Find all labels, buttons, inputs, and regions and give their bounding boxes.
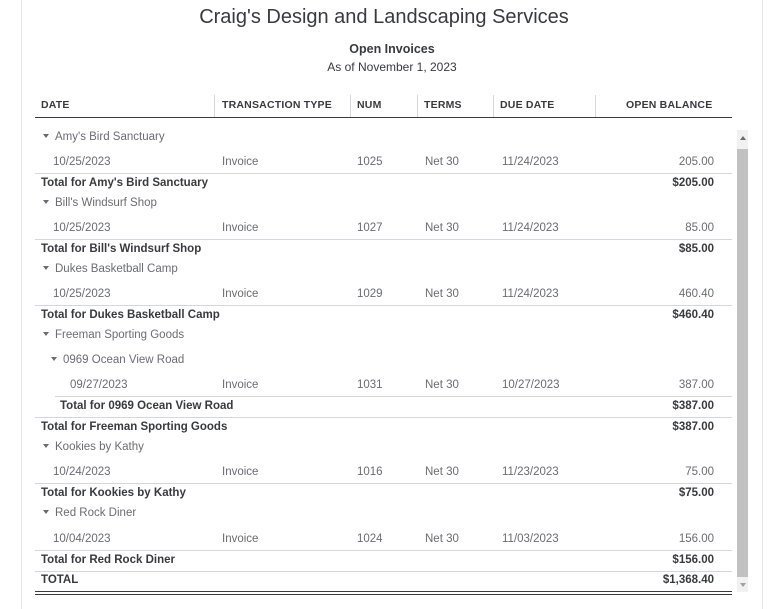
cell-type[interactable]: Invoice <box>222 222 259 234</box>
total-value[interactable]: $85.00 <box>678 243 714 255</box>
grand-total-row <box>35 570 732 592</box>
table-row[interactable] <box>35 284 732 306</box>
caret-down-icon[interactable] <box>51 357 57 361</box>
sub-total-label: Total for 0969 Ocean View Road <box>60 400 234 412</box>
cell-num: 1016 <box>357 466 383 478</box>
cell-type[interactable]: Invoice <box>222 466 259 478</box>
group-header-row[interactable] <box>35 127 732 149</box>
cell-date: 10/24/2023 <box>53 466 111 478</box>
group-header-row[interactable] <box>35 503 732 525</box>
cell-due-date: 11/24/2023 <box>502 288 559 300</box>
col-due-date[interactable]: DUE DATE <box>500 99 555 111</box>
cell-type[interactable]: Invoice <box>222 288 259 300</box>
col-divider <box>214 95 215 117</box>
caret-down-icon[interactable] <box>43 200 49 204</box>
total-label: Total for Bill's Windsurf Shop <box>41 243 202 255</box>
total-label: Total for Red Rock Diner <box>41 554 175 566</box>
total-row <box>35 173 732 195</box>
total-label: Total for Amy's Bird Sanctuary <box>41 177 208 189</box>
total-row <box>35 239 732 261</box>
double-underline <box>35 591 732 592</box>
table-row[interactable] <box>35 462 732 484</box>
cell-terms: Net 30 <box>425 379 459 391</box>
total-value[interactable]: $156.00 <box>672 554 714 566</box>
report-date: As of November 1, 2023 <box>327 60 457 74</box>
total-label: Total for Kookies by Kathy <box>41 487 186 499</box>
table-row[interactable] <box>35 375 732 397</box>
cell-terms: Net 30 <box>425 222 459 234</box>
table-row[interactable] <box>35 218 732 240</box>
cell-due-date: 11/23/2023 <box>502 466 559 478</box>
cell-due-date: 11/24/2023 <box>502 222 559 234</box>
cell-type[interactable]: Invoice <box>222 156 259 168</box>
cell-balance[interactable]: 387.00 <box>678 379 714 391</box>
cell-due-date: 11/03/2023 <box>502 533 559 545</box>
caret-down-icon[interactable] <box>43 510 49 514</box>
table-row[interactable] <box>35 152 732 174</box>
cell-balance[interactable]: 460.40 <box>678 288 714 300</box>
cell-date: 10/25/2023 <box>53 156 111 168</box>
cell-due-date: 10/27/2023 <box>502 379 560 391</box>
total-value[interactable]: $75.00 <box>678 487 714 499</box>
group-header-row[interactable] <box>35 437 732 459</box>
col-num[interactable]: NUM <box>357 99 382 111</box>
cell-terms: Net 30 <box>425 156 459 168</box>
scroll-down-arrow-icon[interactable] <box>737 578 748 592</box>
cell-num: 1029 <box>357 288 383 300</box>
col-divider <box>350 95 351 117</box>
cell-balance[interactable]: 205.00 <box>678 156 714 168</box>
col-open-balance[interactable]: OPEN BALANCE <box>626 99 713 111</box>
cell-num: 1024 <box>357 533 383 545</box>
cell-balance[interactable]: 85.00 <box>685 222 714 234</box>
cell-terms: Net 30 <box>425 533 459 545</box>
total-row <box>35 305 732 327</box>
customer-name: Kookies by Kathy <box>55 441 144 453</box>
cell-terms: Net 30 <box>425 466 459 478</box>
total-row <box>35 417 732 439</box>
customer-name: Red Rock Diner <box>55 507 137 519</box>
customer-name: Dukes Basketball Camp <box>55 263 178 275</box>
cell-balance[interactable]: 156.00 <box>678 533 714 545</box>
cell-type[interactable]: Invoice <box>222 379 259 391</box>
cell-date: 10/25/2023 <box>53 222 111 234</box>
col-divider <box>493 95 494 117</box>
cell-type[interactable]: Invoice <box>222 533 259 545</box>
table-row[interactable] <box>35 529 732 551</box>
group-header-row[interactable] <box>35 325 732 347</box>
caret-down-icon[interactable] <box>43 266 49 270</box>
report-frame-right-border <box>762 0 763 609</box>
caret-down-icon[interactable] <box>43 134 49 138</box>
group-header-row[interactable] <box>35 193 732 215</box>
total-label: Total for Dukes Basketball Camp <box>41 309 220 321</box>
total-value[interactable]: $205.00 <box>672 177 714 189</box>
col-date[interactable]: DATE <box>41 99 70 111</box>
total-row <box>35 483 732 505</box>
scroll-up-arrow-icon[interactable] <box>737 131 748 145</box>
sub-customer-name: 0969 Ocean View Road <box>63 354 185 366</box>
customer-name: Bill's Windsurf Shop <box>55 197 157 209</box>
total-row <box>35 550 732 572</box>
customer-name: Freeman Sporting Goods <box>55 329 185 341</box>
col-terms[interactable]: TERMS <box>424 99 462 111</box>
cell-num: 1031 <box>357 379 383 391</box>
sub-group-header-row[interactable] <box>35 350 732 372</box>
col-divider <box>417 95 418 117</box>
total-value[interactable]: $387.00 <box>672 421 714 433</box>
cell-date: 10/25/2023 <box>53 288 111 300</box>
group-header-row[interactable] <box>35 259 732 281</box>
cell-num: 1027 <box>357 222 383 234</box>
sub-total-row <box>35 396 732 418</box>
cell-num: 1025 <box>357 156 383 168</box>
cell-terms: Net 30 <box>425 288 459 300</box>
caret-down-icon[interactable] <box>43 332 49 336</box>
caret-down-icon[interactable] <box>43 444 49 448</box>
customer-name: Amy's Bird Sanctuary <box>55 131 165 143</box>
col-divider <box>595 95 596 117</box>
table-header <box>35 95 732 118</box>
grand-total-value[interactable]: $1,368.40 <box>662 574 714 586</box>
sub-total-value[interactable]: $387.00 <box>672 400 714 412</box>
double-underline <box>35 594 732 595</box>
cell-date: 10/04/2023 <box>53 533 111 545</box>
report-title: Open Invoices <box>349 42 435 56</box>
scrollbar-thumb[interactable] <box>737 149 748 577</box>
grand-total-label: TOTAL <box>41 574 79 586</box>
report-frame-left-border <box>21 0 22 609</box>
cell-due-date: 11/24/2023 <box>502 156 559 168</box>
cell-balance[interactable]: 75.00 <box>685 466 714 478</box>
total-label: Total for Freeman Sporting Goods <box>41 421 228 433</box>
col-transaction-type[interactable]: TRANSACTION TYPE <box>222 99 332 111</box>
cell-date: 09/27/2023 <box>70 379 128 391</box>
company-name: Craig's Design and Landscaping Services <box>199 6 569 28</box>
total-value[interactable]: $460.40 <box>672 309 714 321</box>
